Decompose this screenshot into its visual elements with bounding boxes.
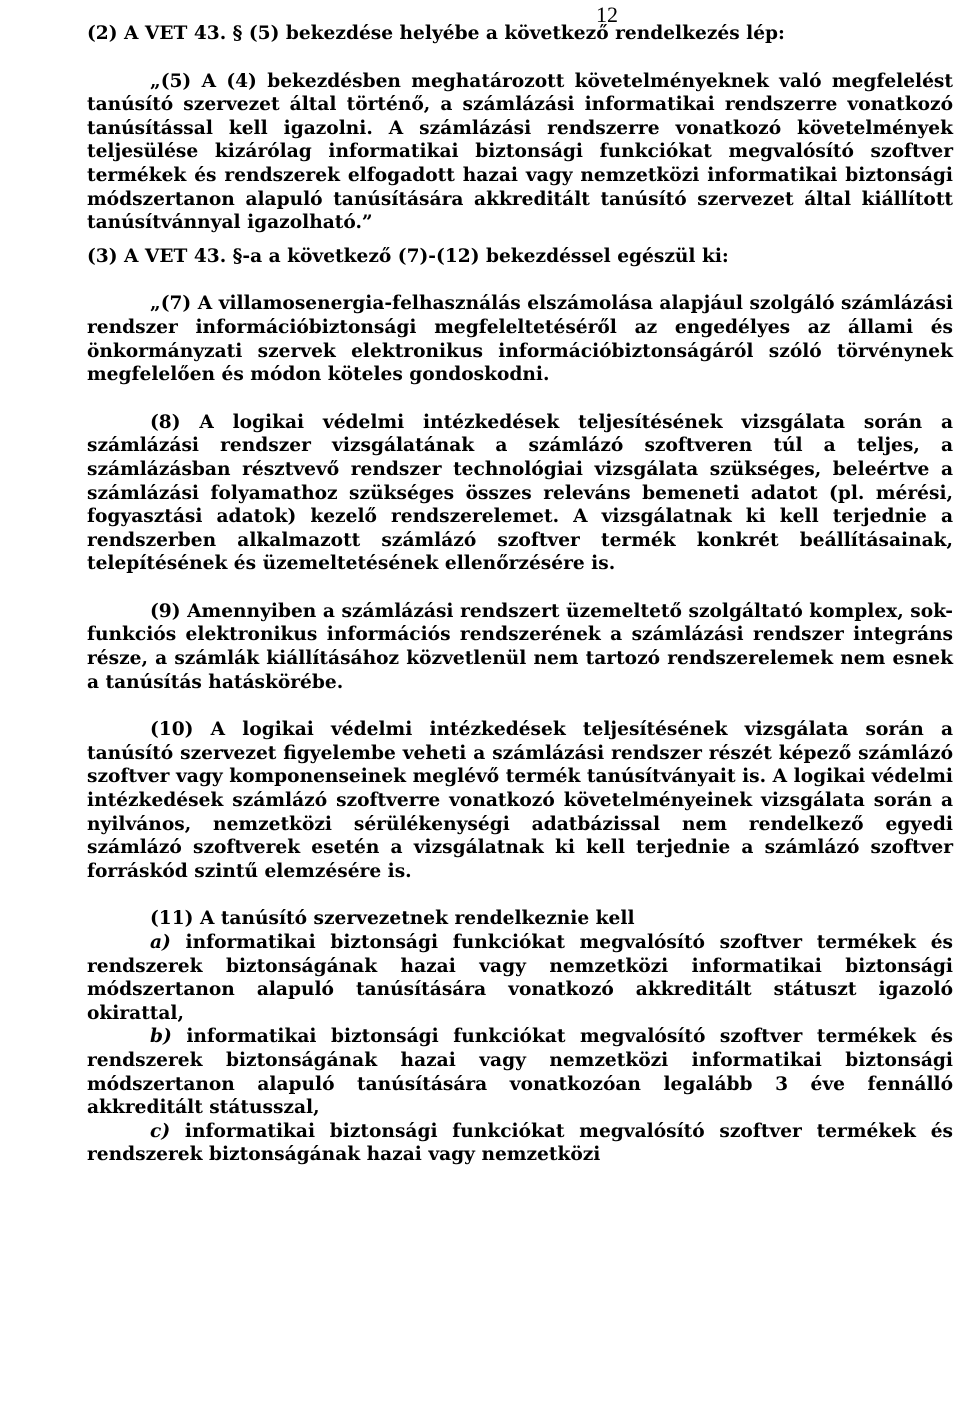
page-number: 12	[596, 2, 618, 27]
paragraph-amendment-2: (2) A VET 43. § (5) bekezdése helyébe a következő rendelkezés lép:	[87, 23, 785, 44]
paragraph-section-7: „(7) A villamosenergia-felhasználás elszámolása alapjául szolgáló számlázási rendszer információbiztonsági megfeleltetéséről az engedélyes az állami és önkormányzati szervek elektronikus információbiztonságáról szóló törvénynek megfelelően és módon köteles gondoskodni.	[87, 293, 953, 386]
document-body	[87, 22, 953, 1167]
list-item-text: informatikai biztonsági funkciókat megvalósító szoftver termékek és rendszerek biztonságának hazai vagy nemzetközi informatikai biztonsági módszertanon alapuló tanúsítására vonatkozóan legalább 3 éve fennálló akkreditált státusszal,	[87, 1026, 953, 1119]
list-item-letter: b)	[150, 1026, 172, 1048]
list-item-c	[87, 1120, 953, 1167]
paragraph-section-8: (8) A logikai védelmi intézkedések teljesítésének vizsgálata során a számlázási rendszer vizsgálatának a számlázó szoftveren túl a teljes, a számlázásban résztvevő rendszer technológiai vizsgálata szükséges, beleértve a számlázási folyamathoz szükséges összes releváns bemeneti adatot (pl. mérési, fogyasztási adatok) kezelő rendszerelemet. A vizsgálatnak ki kell terjednie a rendszerben alkalmazott számlázó szoftver termék konkrét beállításainak, telepítésének és üzemeltetésének ellenőrzésére is.	[87, 411, 953, 575]
paragraph-section-9: (9) Amennyiben a számlázási rendszert üzemeltető szolgáltató komplex, sok-funkciós elektronikus információs rendszerének a számlázási rendszer integráns része, a számlák kiállításához közvetlenül nem tartozó rendszerelemek nem esnek a tanúsítás hatáskörébe.	[87, 600, 953, 693]
list-item-b	[87, 1025, 953, 1119]
paragraph-section-10: (10) A logikai védelmi intézkedések teljesítésének vizsgálata során a tanúsító szervezet figyelembe veheti a számlázási rendszer részét képező számlázó szoftver vagy komponenseinek meglévő termék tanúsítványait is. A logikai védelmi intézkedések számlázó szoftverre vonatkozó követelményeinek vizsgálata során a nyilvános, nemzetközi sérülékenységi adatbázissal nem rendelkező egyedi számlázó szoftverek esetén a vizsgálatnak ki kell terjednie a számlázó szoftver forráskód szintű elemzésére is.	[87, 719, 953, 882]
list-item-text: informatikai biztonsági funkciókat megvalósító szoftver termékek és rendszerek biztonságának hazai vagy nemzetközi informatikai biztonsági módszertanon alapuló tanúsítására vonatkozó akkreditált státuszt igazoló okirattal,	[87, 932, 953, 1024]
paragraph-section-5: „(5) A (4) bekezdésben meghatározott követelményeknek való megfelelést tanúsító szervezet által történő, a számlázási informatikai rendszerre vonatkozó tanúsítással kell igazolni. A számlázási rendszerre vonatkozó követelmények teljesülése kizárólag informatikai biztonsági funkciókat megvalósító szoftver termékek és rendszerek elfogadott hazai vagy nemzetközi informatikai biztonsági módszertanon alapuló tanúsítására akkreditált tanúsító szervezet által kiállított tanúsítvánnyal igazolható.”	[87, 70, 953, 234]
list-item-a	[87, 931, 953, 1025]
list-item-letter: a)	[150, 932, 171, 953]
paragraph-section-11: (11) A tanúsító szervezetnek rendelkeznie kell	[150, 908, 635, 930]
paragraph-amendment-3: (3) A VET 43. §-a a következő (7)-(12) bekezdéssel egészül ki:	[87, 245, 729, 267]
list-item-text: informatikai biztonsági funkciókat megvalósító szoftver termékek és rendszerek biztonságának hazai vagy nemzetközi	[87, 1120, 953, 1166]
list-item-letter: c)	[150, 1120, 171, 1142]
